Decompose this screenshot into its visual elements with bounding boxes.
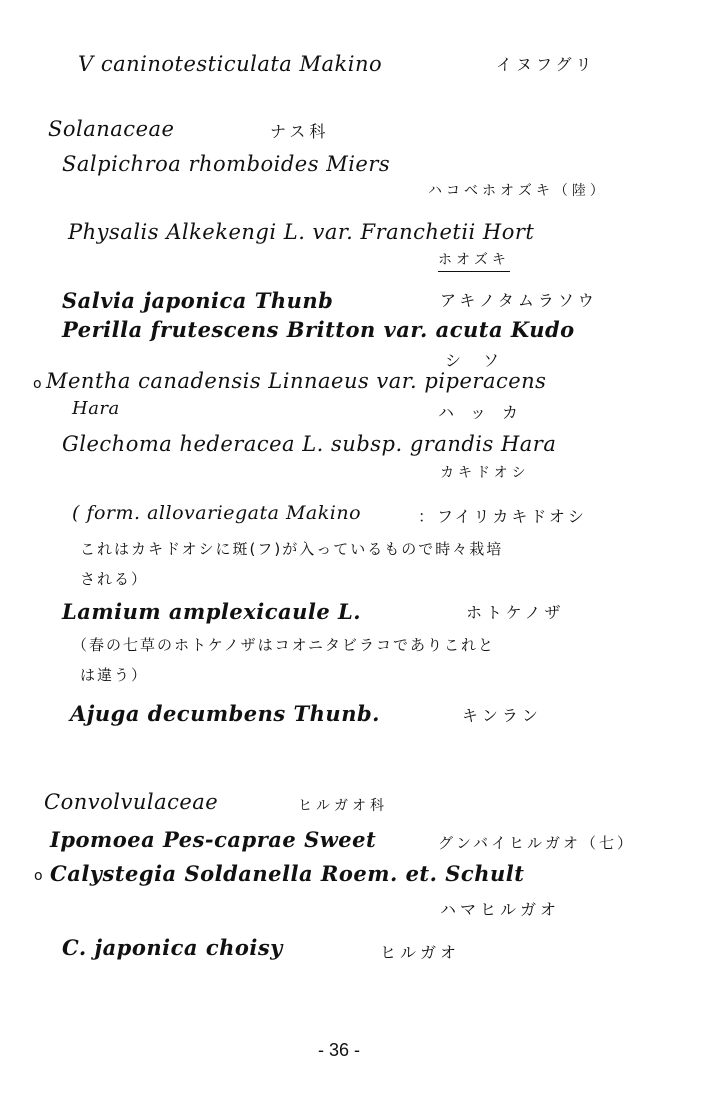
glechoma-note-line3: される） xyxy=(80,570,149,588)
entry-perilla-sci: Perilla frutescens Britton var. acuta Kudo xyxy=(62,317,575,342)
family-solanaceae-jp: ナス科 xyxy=(270,122,330,141)
entry-veronica-jp: イヌフグリ xyxy=(496,55,596,74)
marker-circle: o xyxy=(33,376,42,392)
entry-ajuga-sci: Ajuga decumbens Thunb. xyxy=(70,701,380,726)
entry-calystegia-sci: Calystegia Soldanella Roem. et. Schult xyxy=(50,861,525,886)
entry-ipomoea-jp: グンバイヒルガオ（七） xyxy=(438,834,635,852)
entry-salvia-jp: アキノタムラソウ xyxy=(440,291,598,310)
entry-ajuga-jp: キンラン xyxy=(462,706,542,725)
entry-physalis-sci: Physalis Alkekengi L. var. Franchetii Hort xyxy=(68,220,535,244)
entry-calystegia-jp: ハマヒルガオ xyxy=(440,900,561,919)
marker-circle: o xyxy=(34,868,43,884)
glechoma-note-form: ( form. allovariegata Makino xyxy=(72,502,362,524)
entry-c-japonica-sci: C. japonica choisy xyxy=(62,935,283,960)
entry-ipomoea-sci: Ipomoea Pes-caprae Sweet xyxy=(50,827,377,852)
entry-salpichroa-jp: ハコベホオズキ（陸） xyxy=(428,183,608,199)
family-solanaceae-sci: Solanaceae xyxy=(48,117,175,141)
entry-salpichroa-sci: Salpichroa rhomboides Miers xyxy=(62,152,391,176)
entry-mentha-sci: Mentha canadensis Linnaeus var. piperacens xyxy=(46,369,547,393)
entry-veronica-sci: V caninotesticulata Makino xyxy=(78,52,383,76)
entry-salvia-sci: Salvia japonica Thunb xyxy=(62,288,334,313)
entry-c-japonica-jp: ヒルガオ xyxy=(380,943,461,962)
lamium-note-line1: （春の七草のホトケノザはコオニタビラコでありこれと xyxy=(72,636,496,654)
entry-mentha-sci-cont: Hara xyxy=(72,398,120,419)
glechoma-note-jp: ：フイリカキドオシ xyxy=(418,507,587,526)
entry-physalis-jp: ホオズキ xyxy=(438,249,510,272)
entry-mentha-jp: ハッカ xyxy=(438,403,535,422)
page-number: - 36 - xyxy=(318,1040,361,1060)
entry-glechoma-jp: カキドオシ xyxy=(440,465,530,481)
entry-perilla-jp: シソ xyxy=(445,351,522,370)
entry-glechoma-sci: Glechoma hederacea L. subsp. grandis Hara xyxy=(62,432,557,456)
lamium-note-line2: は違う） xyxy=(80,666,149,684)
glechoma-note-line2: これはカキドオシに斑(フ)が入っているもので時々栽培 xyxy=(80,540,504,558)
family-convolvulaceae-jp: ヒルガオ科 xyxy=(298,798,388,814)
family-convolvulaceae-sci: Convolvulaceae xyxy=(44,790,219,814)
entry-lamium-jp: ホトケノザ xyxy=(466,603,565,622)
entry-lamium-sci: Lamium amplexicaule L. xyxy=(62,599,362,624)
